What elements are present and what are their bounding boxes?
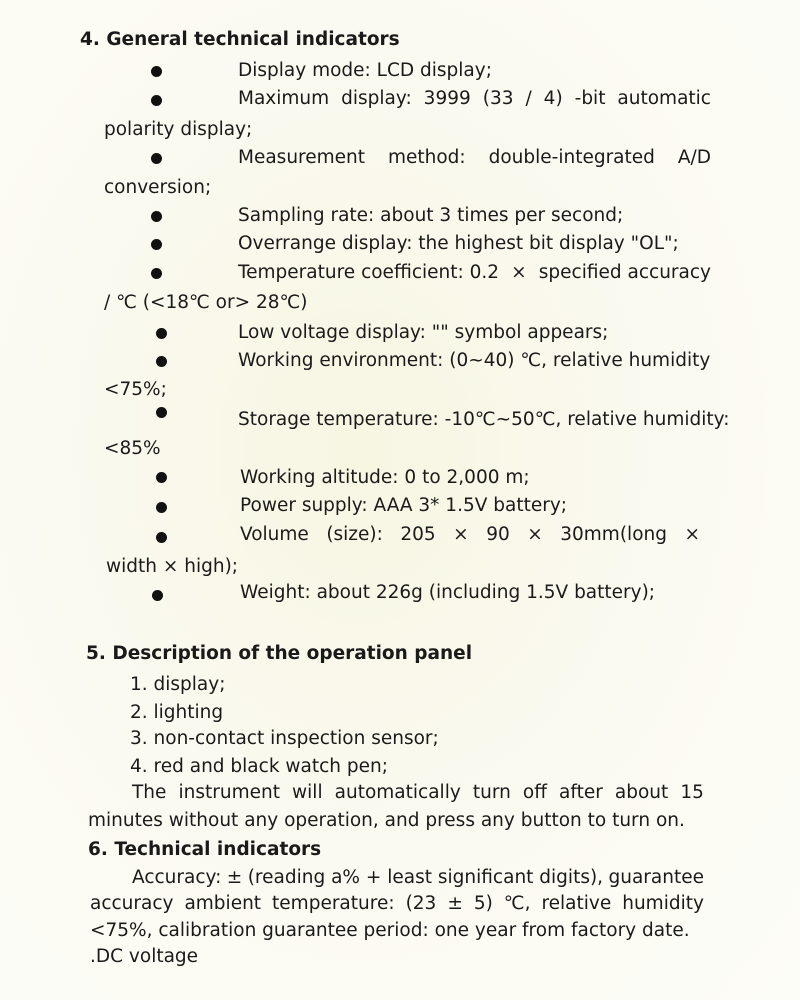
word: will bbox=[292, 782, 323, 803]
volume-line bbox=[240, 524, 700, 546]
bullet bbox=[156, 356, 167, 367]
bullet bbox=[151, 211, 162, 222]
bullet bbox=[156, 328, 167, 339]
temp-coef-line bbox=[238, 262, 711, 284]
dc-voltage-label: .DC voltage bbox=[90, 946, 199, 967]
section-4-heading: 4. General technical indicators bbox=[80, 29, 400, 50]
power-text: Power supply: AAA 3* 1.5V battery; bbox=[240, 495, 568, 516]
word: A/D bbox=[677, 147, 711, 168]
bullet bbox=[151, 153, 162, 164]
sampling-text: Sampling rate: about 3 times per second; bbox=[238, 205, 624, 226]
word: ℃, bbox=[503, 893, 531, 914]
word: turn bbox=[472, 782, 511, 803]
word: (reading a% + least significant digits), bbox=[247, 867, 604, 888]
bullet bbox=[156, 407, 167, 418]
word: × bbox=[684, 524, 700, 545]
word: The bbox=[132, 782, 167, 803]
low-voltage-text: Low voltage display: "" symbol appears; bbox=[238, 322, 609, 343]
word: specified accuracy bbox=[538, 262, 711, 283]
word: ± bbox=[447, 893, 463, 914]
word: 30mm(long bbox=[560, 524, 667, 545]
bullet bbox=[151, 66, 162, 77]
measurement-line bbox=[238, 147, 711, 169]
word: Volume bbox=[240, 524, 309, 545]
section-5-heading: 5. Description of the operation panel bbox=[86, 643, 473, 664]
word: temperature: bbox=[272, 893, 395, 914]
word: (23 bbox=[405, 893, 437, 914]
bullet bbox=[152, 590, 163, 601]
word: (33 bbox=[482, 88, 514, 109]
word: Measurement bbox=[238, 147, 366, 168]
bullet bbox=[151, 268, 162, 279]
display-mode-text: Display mode: LCD display; bbox=[238, 60, 492, 81]
storage-text: Storage temperature: -10℃~50℃, relative humidity: bbox=[238, 409, 730, 430]
panel-item-2: 2. lighting bbox=[130, 702, 224, 723]
word: humidity bbox=[622, 893, 704, 914]
word: off bbox=[522, 782, 547, 803]
word: 15 bbox=[680, 782, 704, 803]
word: instrument bbox=[178, 782, 280, 803]
word: guarantee bbox=[608, 867, 704, 888]
panel-item-3: 3. non-contact inspection sensor; bbox=[130, 728, 439, 749]
word: double-integrated bbox=[488, 147, 655, 168]
accuracy-line bbox=[132, 867, 704, 889]
word: -bit bbox=[574, 88, 606, 109]
word: automatic bbox=[617, 88, 711, 109]
section-6-heading: 6. Technical indicators bbox=[88, 839, 322, 860]
altitude-text: Working altitude: 0 to 2,000 m; bbox=[240, 467, 530, 488]
accuracy-line-3: <75%, calibration guarantee period: one year from factory date. bbox=[90, 920, 690, 941]
max-display-cont: polarity display; bbox=[104, 119, 253, 140]
word: Maximum bbox=[238, 88, 330, 109]
temp-coef-cont: / ℃ (<18℃ or> 28℃) bbox=[104, 292, 308, 313]
word: 205 bbox=[400, 524, 436, 545]
word: 5) bbox=[473, 893, 493, 914]
word: about bbox=[614, 782, 669, 803]
volume-cont: width × high); bbox=[106, 556, 239, 577]
working-env-cont: <75%; bbox=[104, 379, 167, 400]
word: automatically bbox=[334, 782, 461, 803]
word: Accuracy: bbox=[132, 867, 222, 888]
overrange-text: Overrange display: the highest bit display "OL"; bbox=[238, 233, 679, 254]
accuracy-line-2 bbox=[90, 893, 704, 915]
word: 90 bbox=[486, 524, 510, 545]
word: display: bbox=[341, 88, 412, 109]
bullet bbox=[151, 239, 162, 250]
word: ambient bbox=[184, 893, 262, 914]
word: 4) bbox=[543, 88, 563, 109]
word: after bbox=[559, 782, 603, 803]
word: × bbox=[511, 262, 527, 283]
auto-off-line bbox=[132, 782, 704, 804]
word: / bbox=[525, 88, 532, 109]
working-env-text: Working environment: (0~40) ℃, relative humidity bbox=[238, 350, 711, 371]
panel-item-4: 4. red and black watch pen; bbox=[130, 756, 388, 777]
bullet bbox=[156, 532, 167, 543]
measurement-cont: conversion; bbox=[104, 177, 212, 198]
auto-off-cont: minutes without any operation, and press any button to turn on. bbox=[88, 810, 685, 831]
word: accuracy bbox=[90, 893, 174, 914]
weight-text: Weight: about 226g (including 1.5V battery); bbox=[240, 582, 656, 603]
word: method: bbox=[387, 147, 466, 168]
storage-cont: <85% bbox=[104, 438, 161, 459]
panel-item-1: 1. display; bbox=[130, 674, 226, 695]
word: × bbox=[453, 524, 469, 545]
word: × bbox=[527, 524, 543, 545]
bullet bbox=[156, 502, 167, 513]
word: Temperature coefficient: 0.2 bbox=[238, 262, 500, 283]
max-display-line bbox=[238, 88, 711, 110]
word: (size): bbox=[326, 524, 383, 545]
bullet bbox=[151, 95, 162, 106]
word: relative bbox=[541, 893, 612, 914]
bullet bbox=[156, 472, 167, 483]
word: 3999 bbox=[423, 88, 471, 109]
word: ± bbox=[226, 867, 243, 888]
